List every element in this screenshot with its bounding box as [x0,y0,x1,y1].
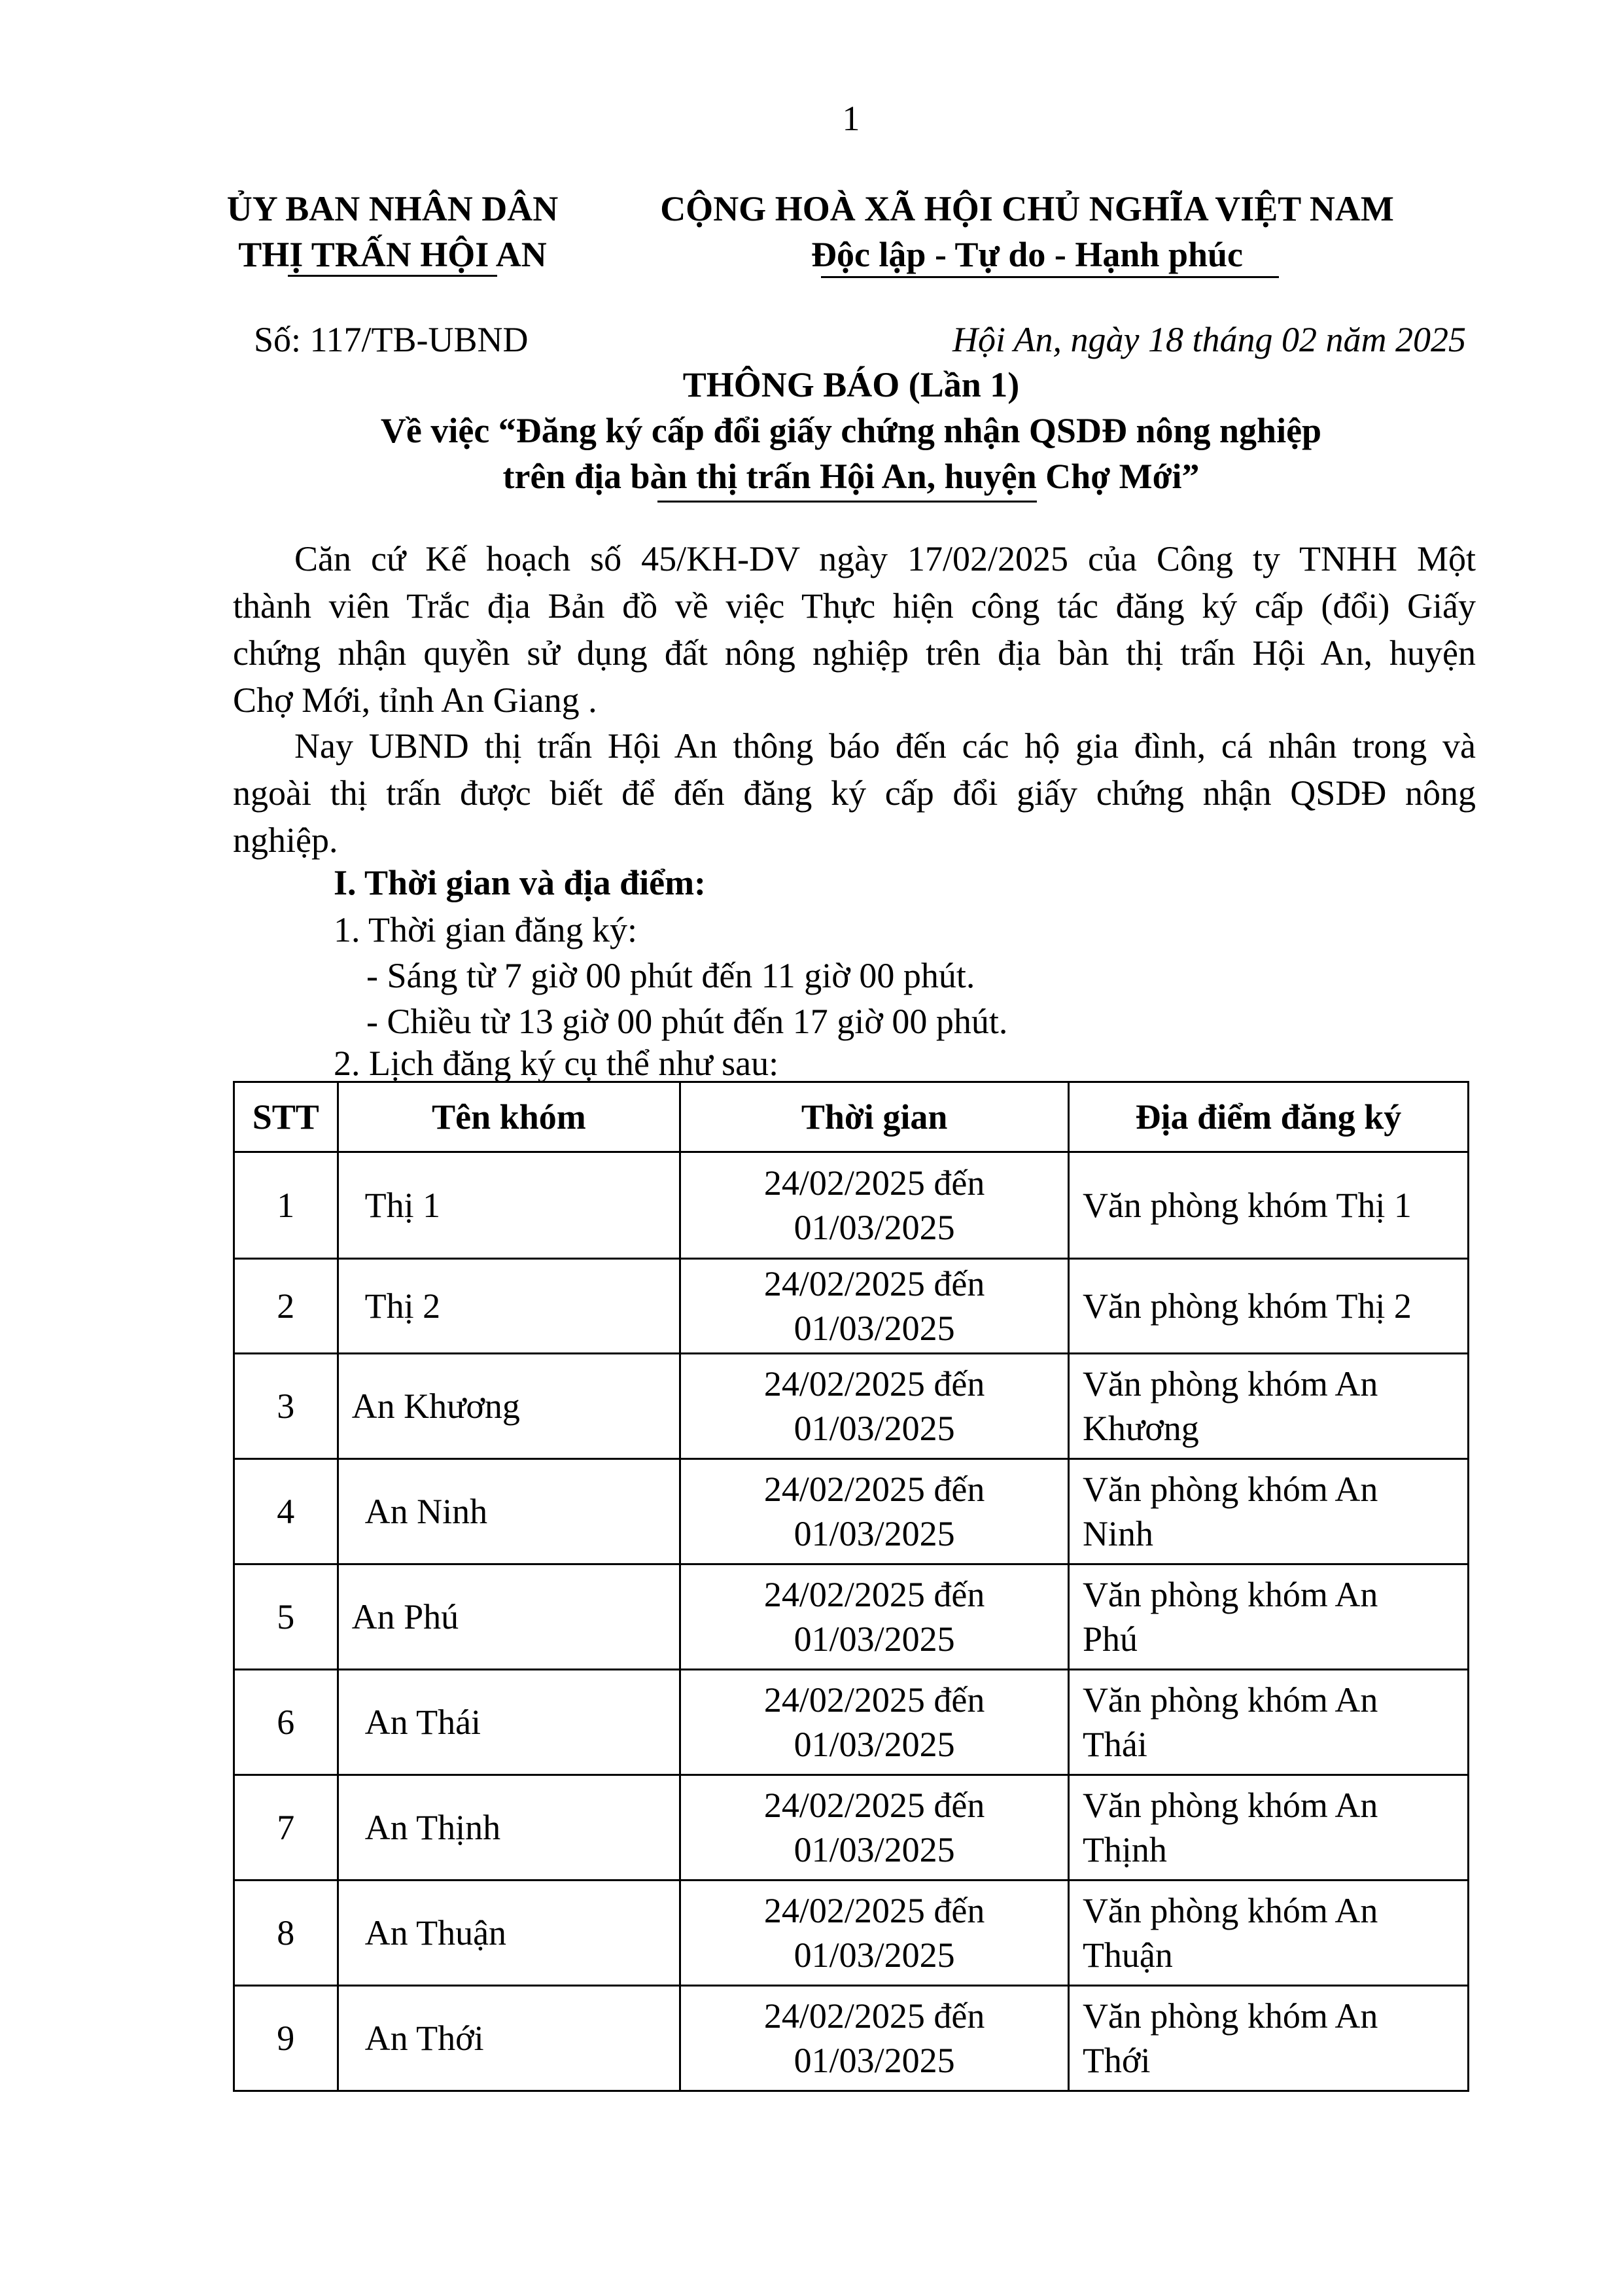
cell-time [680,1775,1069,1881]
time-line: 24/02/2025 đến [763,1163,985,1203]
table-row [234,1986,1469,2091]
place-line: Phú [1082,1619,1138,1659]
time-line: 01/03/2025 [794,2041,955,2080]
agency-underline [288,275,497,277]
time-line: 24/02/2025 đến [763,1364,985,1404]
cell-place [1068,1564,1468,1670]
table-row [234,1775,1469,1881]
paragraph-announcement [233,722,1476,864]
cell-stt: 1 [234,1152,338,1259]
header-time: Thời gian [680,1082,1069,1152]
cell-name: An Thái [338,1670,680,1775]
cell-place [1068,1670,1468,1775]
place-line: Thuận [1082,1935,1173,1975]
cell-time [680,1354,1069,1459]
page-number: 1 [842,99,860,138]
cell-time [680,1564,1069,1670]
cell-time [680,1986,1069,2091]
place-line: Văn phòng khóm An [1082,1470,1378,1509]
paragraph-line: Chợ Mới, tỉnh An Giang . [233,680,597,720]
cell-stt: 9 [234,1986,338,2091]
cell-time [680,1881,1069,1986]
cell-name: An Thịnh [338,1775,680,1881]
place-line: Thới [1082,2041,1151,2080]
place-line: Văn phòng khóm An [1082,1891,1378,1930]
cell-time [680,1670,1069,1775]
cell-name: An Thới [338,1986,680,2091]
cell-place [1068,1775,1468,1881]
paragraph-basis [233,535,1476,724]
table-row [234,1881,1469,1986]
time-line: 01/03/2025 [794,1514,955,1553]
place-line: Ninh [1082,1514,1153,1553]
paragraph-line: thành viên Trắc địa Bản đồ về việc Thực hiện công tác đăng ký cấp (đổi) Giấy [233,586,1476,626]
time-line: 01/03/2025 [794,1309,955,1348]
section-heading: I. Thời gian và địa điểm: [334,863,707,902]
agency-subname: THỊ TRẤN HỘI AN [238,235,547,274]
cell-place [1068,1881,1468,1986]
document-date: Hội An, ngày 18 tháng 02 năm 2025 [952,320,1466,359]
cell-place [1068,1152,1468,1259]
motto-underline [821,276,1279,278]
place-line: Văn phòng khóm An [1082,1364,1378,1404]
time-line: 24/02/2025 đến [763,1470,985,1509]
morning-hours: - Sáng từ 7 giờ 00 phút đến 11 giờ 00 phút. [366,956,975,995]
place-line: Văn phòng khóm An [1082,1786,1378,1825]
time-line: 24/02/2025 đến [763,1996,985,2036]
time-line: 01/03/2025 [794,1935,955,1975]
cell-name: An Khương [338,1354,680,1459]
paragraph-line: Nay UBND thị trấn Hội An thông báo đến các hộ gia đình, cá nhân trong và [294,726,1476,766]
time-line: 24/02/2025 đến [763,1891,985,1930]
document-title: THÔNG BÁO (Lần 1) [682,365,1020,404]
afternoon-hours: - Chiều từ 13 giờ 00 phút đến 17 giờ 00 phút. [366,1002,1008,1041]
place-line: Văn phòng khóm An [1082,1575,1378,1614]
schedule-label: 2. Lịch đăng ký cụ thể như sau: [334,1044,779,1083]
place-line: Khương [1082,1409,1199,1448]
table-row [234,1564,1469,1670]
paragraph-line: chứng nhận quyền sử dụng đất nông nghiệp trên địa bàn thị trấn Hội An, huyện [233,633,1476,673]
place-line: Văn phòng khóm An [1082,1996,1378,2036]
cell-stt: 8 [234,1881,338,1986]
table-row [234,1354,1469,1459]
cell-stt: 5 [234,1564,338,1670]
national-motto: Độc lập - Tự do - Hạnh phúc [811,235,1244,274]
place-line: Văn phòng khóm Thị 2 [1082,1286,1412,1326]
place-line: Văn phòng khóm An [1082,1680,1378,1720]
header-place: Địa điểm đăng ký [1068,1082,1468,1152]
place-line: Thái [1082,1725,1147,1764]
time-line: 24/02/2025 đến [763,1786,985,1825]
cell-name: Thị 1 [338,1152,680,1259]
paragraph-line: Căn cứ Kế hoạch số 45/KH-DV ngày 17/02/2025 của Công ty TNHH Một [294,539,1476,578]
cell-place [1068,1459,1468,1564]
header-stt: STT [234,1082,338,1152]
time-line: 01/03/2025 [794,1725,955,1764]
time-line: 24/02/2025 đến [763,1575,985,1614]
time-line: 01/03/2025 [794,1208,955,1247]
cell-stt: 7 [234,1775,338,1881]
national-title: CỘNG HOÀ XÃ HỘI CHỦ NGHĨA VIỆT NAM [660,189,1394,228]
table-row [234,1670,1469,1775]
paragraph-line: nghiệp. [233,821,338,860]
table-header-row [234,1082,1469,1152]
time-line: 24/02/2025 đến [763,1264,985,1303]
time-line: 24/02/2025 đến [763,1680,985,1720]
cell-stt: 3 [234,1354,338,1459]
time-line: 01/03/2025 [794,1409,955,1448]
time-line: 01/03/2025 [794,1830,955,1869]
time-line: 01/03/2025 [794,1619,955,1659]
cell-time [680,1259,1069,1354]
cell-name: An Thuận [338,1881,680,1986]
paragraph-line: ngoài thị trấn được biết để đến đăng ký cấp đổi giấy chứng nhận QSDĐ nông [233,773,1476,813]
place-line: Thịnh [1082,1830,1167,1869]
cell-time [680,1152,1069,1259]
cell-name: An Phú [338,1564,680,1670]
document-subject-line1: Về việc “Đăng ký cấp đổi giấy chứng nhận QSDĐ nông nghiệp [380,411,1322,450]
cell-place [1068,1986,1468,2091]
table-row [234,1259,1469,1354]
cell-name: An Ninh [338,1459,680,1564]
cell-place [1068,1259,1468,1354]
registration-time-label: 1. Thời gian đăng ký: [334,910,638,949]
table-row [234,1152,1469,1259]
agency-name: ỦY BAN NHÂN DÂN [226,189,559,228]
cell-stt: 2 [234,1259,338,1354]
schedule-table [233,1081,1469,2092]
cell-name: Thị 2 [338,1259,680,1354]
subject-underline [657,501,1037,503]
document-subject-line2: trên địa bàn thị trấn Hội An, huyện Chợ Mới” [502,457,1200,496]
cell-time [680,1459,1069,1564]
header-name: Tên khóm [338,1082,680,1152]
cell-stt: 6 [234,1670,338,1775]
place-line: Văn phòng khóm Thị 1 [1082,1186,1412,1225]
cell-stt: 4 [234,1459,338,1564]
cell-place [1068,1354,1468,1459]
table-row [234,1459,1469,1564]
document-number: Số: 117/TB-UBND [254,320,529,359]
